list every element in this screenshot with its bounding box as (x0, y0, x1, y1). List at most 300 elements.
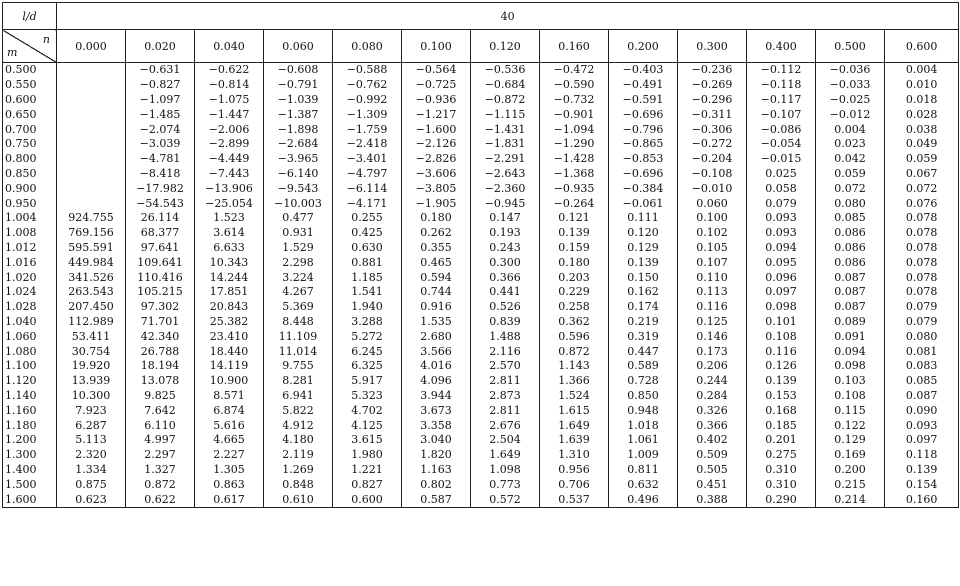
value-cell: 0.078 (885, 285, 959, 300)
value-cell: −0.865 (609, 137, 678, 152)
value-cell: 0.078 (885, 255, 959, 270)
value-cell: 0.447 (609, 344, 678, 359)
value-cell: 5.616 (195, 418, 264, 433)
value-cell: 0.116 (747, 344, 816, 359)
n-header-cell: 0.000 (57, 30, 126, 63)
value-cell: 0.622 (126, 492, 195, 507)
value-cell (57, 152, 126, 167)
value-cell: 0.097 (747, 285, 816, 300)
value-cell: 1.615 (540, 403, 609, 418)
value-cell: 0.129 (609, 241, 678, 256)
value-cell: 0.526 (471, 300, 540, 315)
value-cell: 0.594 (402, 270, 471, 285)
value-cell: 449.984 (57, 255, 126, 270)
table-row (3, 107, 959, 122)
value-cell: 0.153 (747, 389, 816, 404)
value-cell: 0.863 (195, 477, 264, 492)
value-cell: −0.608 (264, 63, 333, 78)
m-value-cell: 0.650 (3, 107, 57, 122)
ld-value: 40 (57, 3, 959, 30)
value-cell: 0.083 (885, 359, 959, 374)
value-cell: −0.791 (264, 78, 333, 93)
table-row (3, 344, 959, 359)
n-header-cell: 0.500 (816, 30, 885, 63)
value-cell: 97.641 (126, 241, 195, 256)
m-value-cell: 1.060 (3, 329, 57, 344)
value-cell: 0.600 (333, 492, 402, 507)
value-cell: −0.732 (540, 93, 609, 108)
table-body (3, 63, 959, 508)
value-cell: −3.401 (333, 152, 402, 167)
value-cell: 0.310 (747, 477, 816, 492)
value-cell: 0.362 (540, 315, 609, 330)
value-cell: 0.146 (678, 329, 747, 344)
value-cell: −1.097 (126, 93, 195, 108)
value-cell: 10.300 (57, 389, 126, 404)
value-cell: 2.811 (471, 403, 540, 418)
value-cell: −0.945 (471, 196, 540, 211)
value-cell: 0.118 (885, 448, 959, 463)
value-cell: 3.614 (195, 226, 264, 241)
value-cell: −0.012 (816, 107, 885, 122)
value-cell: −0.264 (540, 196, 609, 211)
value-cell: −0.696 (609, 167, 678, 182)
value-cell: 0.079 (885, 300, 959, 315)
value-cell: −1.290 (540, 137, 609, 152)
m-value-cell: 1.016 (3, 255, 57, 270)
table-row (3, 300, 959, 315)
value-cell: 0.366 (471, 270, 540, 285)
m-value-cell: 1.140 (3, 389, 57, 404)
value-cell: 2.811 (471, 374, 540, 389)
m-value-cell: 0.800 (3, 152, 57, 167)
value-cell: 3.944 (402, 389, 471, 404)
value-cell: −0.872 (471, 93, 540, 108)
value-cell: 1.649 (471, 448, 540, 463)
value-cell: 71.701 (126, 315, 195, 330)
m-value-cell: 0.750 (3, 137, 57, 152)
value-cell: −0.827 (126, 78, 195, 93)
value-cell: 0.931 (264, 226, 333, 241)
m-value-cell: 1.300 (3, 448, 57, 463)
n-header-cell: 0.080 (333, 30, 402, 63)
m-value-cell: 1.180 (3, 418, 57, 433)
value-cell: 1.649 (540, 418, 609, 433)
m-value-cell: 1.160 (3, 403, 57, 418)
value-cell: 0.087 (816, 285, 885, 300)
value-cell: −0.118 (747, 78, 816, 93)
value-cell: 97.302 (126, 300, 195, 315)
value-cell: −9.543 (264, 181, 333, 196)
value-cell: 0.098 (747, 300, 816, 315)
value-cell: 0.086 (816, 241, 885, 256)
value-cell: 0.496 (609, 492, 678, 507)
value-cell: −0.107 (747, 107, 816, 122)
m-value-cell: 1.080 (3, 344, 57, 359)
value-cell: 1.940 (333, 300, 402, 315)
value-cell: −4.797 (333, 167, 402, 182)
value-cell: 0.154 (885, 477, 959, 492)
value-cell: −2.006 (195, 122, 264, 137)
value-cell: 0.126 (747, 359, 816, 374)
value-cell: −0.015 (747, 152, 816, 167)
value-cell: −1.759 (333, 122, 402, 137)
value-cell: 0.425 (333, 226, 402, 241)
value-cell: −1.075 (195, 93, 264, 108)
value-cell: −0.935 (540, 181, 609, 196)
value-cell: 0.102 (678, 226, 747, 241)
value-cell: 4.096 (402, 374, 471, 389)
value-cell: 0.122 (816, 418, 885, 433)
value-cell: −10.003 (264, 196, 333, 211)
value-cell: 0.219 (609, 315, 678, 330)
value-cell (57, 181, 126, 196)
value-cell: 0.049 (885, 137, 959, 152)
value-cell: 11.014 (264, 344, 333, 359)
m-value-cell: 1.024 (3, 285, 57, 300)
value-cell: −0.631 (126, 63, 195, 78)
value-cell: 0.255 (333, 211, 402, 226)
value-cell: 105.215 (126, 285, 195, 300)
value-cell: 0.093 (747, 211, 816, 226)
value-cell: −1.115 (471, 107, 540, 122)
value-cell: 5.272 (333, 329, 402, 344)
value-cell: 1.327 (126, 463, 195, 478)
value-cell: 2.116 (471, 344, 540, 359)
value-cell: 0.744 (402, 285, 471, 300)
value-cell: 0.076 (885, 196, 959, 211)
value-cell: 1.143 (540, 359, 609, 374)
value-cell: 595.591 (57, 241, 126, 256)
value-cell: −0.491 (609, 78, 678, 93)
value-cell: 0.290 (747, 492, 816, 507)
value-cell: 1.488 (471, 329, 540, 344)
value-cell: 0.078 (885, 211, 959, 226)
value-cell: 0.139 (747, 374, 816, 389)
value-cell: 5.917 (333, 374, 402, 389)
value-cell: 0.185 (747, 418, 816, 433)
value-cell: 14.244 (195, 270, 264, 285)
value-cell: −0.296 (678, 93, 747, 108)
value-cell: 0.162 (609, 285, 678, 300)
value-cell: 0.300 (471, 255, 540, 270)
value-cell: −8.418 (126, 167, 195, 182)
value-cell: 0.067 (885, 167, 959, 182)
value-cell: 0.078 (885, 226, 959, 241)
value-cell: 8.448 (264, 315, 333, 330)
value-cell: 207.450 (57, 300, 126, 315)
value-cell: 30.754 (57, 344, 126, 359)
value-cell: 0.326 (678, 403, 747, 418)
value-cell: 263.543 (57, 285, 126, 300)
value-cell: −0.901 (540, 107, 609, 122)
value-cell: −0.796 (609, 122, 678, 137)
value-cell: 5.369 (264, 300, 333, 315)
table-row (3, 448, 959, 463)
m-value-cell: 0.950 (3, 196, 57, 211)
value-cell: 4.997 (126, 433, 195, 448)
value-cell: 0.087 (816, 270, 885, 285)
value-cell: 2.297 (126, 448, 195, 463)
value-cell: 3.358 (402, 418, 471, 433)
table-row (3, 403, 959, 418)
value-cell: 1.980 (333, 448, 402, 463)
value-cell: 4.702 (333, 403, 402, 418)
value-cell: −2.291 (471, 152, 540, 167)
value-cell: 0.105 (678, 241, 747, 256)
value-cell: 0.160 (885, 492, 959, 507)
n-header-cell: 0.040 (195, 30, 264, 63)
value-cell: −2.126 (402, 137, 471, 152)
value-cell: 0.108 (816, 389, 885, 404)
value-cell: 3.040 (402, 433, 471, 448)
n-header-cell: 0.020 (126, 30, 195, 63)
value-cell: −1.094 (540, 122, 609, 137)
value-cell: −0.588 (333, 63, 402, 78)
value-cell: 4.180 (264, 433, 333, 448)
value-cell: 0.023 (816, 137, 885, 152)
value-cell: 4.125 (333, 418, 402, 433)
value-cell: 0.173 (678, 344, 747, 359)
m-value-cell: 1.120 (3, 374, 57, 389)
value-cell (57, 63, 126, 78)
value-cell: −1.368 (540, 167, 609, 182)
table-row (3, 315, 959, 330)
value-cell: 0.948 (609, 403, 678, 418)
value-cell: 0.850 (609, 389, 678, 404)
value-cell: −17.982 (126, 181, 195, 196)
value-cell: 0.079 (885, 315, 959, 330)
m-label: m (7, 46, 18, 59)
value-cell: 0.089 (816, 315, 885, 330)
value-cell: 11.109 (264, 329, 333, 344)
value-cell: 1.523 (195, 211, 264, 226)
value-cell: 3.566 (402, 344, 471, 359)
value-cell: 0.150 (609, 270, 678, 285)
value-cell: 2.680 (402, 329, 471, 344)
value-cell: −6.140 (264, 167, 333, 182)
value-cell: 5.323 (333, 389, 402, 404)
value-cell: 6.941 (264, 389, 333, 404)
value-cell: −1.309 (333, 107, 402, 122)
value-cell: 0.402 (678, 433, 747, 448)
value-cell: 1.366 (540, 374, 609, 389)
value-cell (57, 196, 126, 211)
value-cell: 0.465 (402, 255, 471, 270)
value-cell: 0.018 (885, 93, 959, 108)
value-cell: 0.310 (747, 463, 816, 478)
value-cell: 19.920 (57, 359, 126, 374)
value-cell: −4.449 (195, 152, 264, 167)
value-cell: 4.016 (402, 359, 471, 374)
value-cell: 1.639 (540, 433, 609, 448)
n-header-cell: 0.120 (471, 30, 540, 63)
value-cell: −3.606 (402, 167, 471, 182)
value-cell: 2.320 (57, 448, 126, 463)
value-cell: −1.905 (402, 196, 471, 211)
value-cell: 110.416 (126, 270, 195, 285)
value-cell: 0.086 (816, 255, 885, 270)
value-cell: 0.193 (471, 226, 540, 241)
value-cell: 0.093 (747, 226, 816, 241)
value-cell: 0.042 (816, 152, 885, 167)
value-cell: 0.916 (402, 300, 471, 315)
value-cell: 1.061 (609, 433, 678, 448)
value-cell: 8.571 (195, 389, 264, 404)
value-cell: 0.587 (402, 492, 471, 507)
value-cell: −0.403 (609, 63, 678, 78)
value-cell: 0.097 (885, 433, 959, 448)
table-row (3, 418, 959, 433)
value-cell: 4.267 (264, 285, 333, 300)
table-row (3, 137, 959, 152)
value-cell: 0.848 (264, 477, 333, 492)
value-cell: 0.096 (747, 270, 816, 285)
table-row (3, 270, 959, 285)
m-value-cell: 1.012 (3, 241, 57, 256)
value-cell: 9.825 (126, 389, 195, 404)
value-cell: 18.194 (126, 359, 195, 374)
value-cell: 0.101 (747, 315, 816, 330)
value-cell: −0.622 (195, 63, 264, 78)
value-cell: 0.596 (540, 329, 609, 344)
value-cell: 1.269 (264, 463, 333, 478)
value-cell: −1.387 (264, 107, 333, 122)
m-value-cell: 0.500 (3, 63, 57, 78)
value-cell: 0.206 (678, 359, 747, 374)
value-cell (57, 167, 126, 182)
value-cell: 0.059 (816, 167, 885, 182)
value-cell: 0.451 (678, 477, 747, 492)
table-row (3, 389, 959, 404)
corner-cell (3, 30, 57, 63)
value-cell: 0.180 (402, 211, 471, 226)
m-value-cell: 1.008 (3, 226, 57, 241)
value-cell: 18.440 (195, 344, 264, 359)
value-cell: −1.447 (195, 107, 264, 122)
value-cell: 1.820 (402, 448, 471, 463)
value-cell: 109.641 (126, 255, 195, 270)
value-cell: 26.114 (126, 211, 195, 226)
value-cell: 1.018 (609, 418, 678, 433)
value-cell: 0.116 (678, 300, 747, 315)
value-cell: 0.108 (747, 329, 816, 344)
value-cell: 112.989 (57, 315, 126, 330)
value-cell: −0.762 (333, 78, 402, 93)
value-cell: 0.537 (540, 492, 609, 507)
value-cell: 1.009 (609, 448, 678, 463)
value-cell: 0.200 (816, 463, 885, 478)
value-cell: 0.623 (57, 492, 126, 507)
value-cell: 6.874 (195, 403, 264, 418)
value-cell: 2.227 (195, 448, 264, 463)
value-cell: 10.900 (195, 374, 264, 389)
m-value-cell: 1.100 (3, 359, 57, 374)
value-cell: 0.881 (333, 255, 402, 270)
value-cell: 0.169 (816, 448, 885, 463)
value-cell: −0.054 (747, 137, 816, 152)
value-cell: 3.224 (264, 270, 333, 285)
value-cell: −0.384 (609, 181, 678, 196)
value-cell: 0.038 (885, 122, 959, 137)
value-cell: 0.630 (333, 241, 402, 256)
value-cell: 4.912 (264, 418, 333, 433)
value-cell: 26.788 (126, 344, 195, 359)
value-cell: 0.059 (885, 152, 959, 167)
value-cell: 14.119 (195, 359, 264, 374)
table-row (3, 477, 959, 492)
value-cell: 0.125 (678, 315, 747, 330)
value-cell: −0.696 (609, 107, 678, 122)
value-cell: 53.411 (57, 329, 126, 344)
value-cell: 0.079 (747, 196, 816, 211)
value-cell: 9.755 (264, 359, 333, 374)
value-cell: 0.632 (609, 477, 678, 492)
value-cell: 25.382 (195, 315, 264, 330)
value-cell: 769.156 (57, 226, 126, 241)
n-header-cell: 0.200 (609, 30, 678, 63)
value-cell: 0.087 (816, 300, 885, 315)
m-value-cell: 1.600 (3, 492, 57, 507)
value-cell: 2.298 (264, 255, 333, 270)
value-cell: 0.203 (540, 270, 609, 285)
m-value-cell: 0.600 (3, 93, 57, 108)
value-cell: 1.185 (333, 270, 402, 285)
value-cell: 0.610 (264, 492, 333, 507)
coefficient-table (2, 2, 959, 508)
value-cell: 0.262 (402, 226, 471, 241)
m-value-cell: 0.550 (3, 78, 57, 93)
value-cell: 0.174 (609, 300, 678, 315)
n-header-cell: 0.060 (264, 30, 333, 63)
m-value-cell: 1.020 (3, 270, 57, 285)
value-cell: −0.472 (540, 63, 609, 78)
value-cell: 1.098 (471, 463, 540, 478)
value-cell: 6.287 (57, 418, 126, 433)
value-cell: 0.139 (540, 226, 609, 241)
value-cell: 0.872 (126, 477, 195, 492)
value-cell: 1.334 (57, 463, 126, 478)
value-cell: 2.119 (264, 448, 333, 463)
value-cell: −1.485 (126, 107, 195, 122)
value-cell: 0.168 (747, 403, 816, 418)
value-cell: 0.095 (747, 255, 816, 270)
value-cell: 0.080 (816, 196, 885, 211)
value-cell: 0.275 (747, 448, 816, 463)
value-cell: 0.111 (609, 211, 678, 226)
value-cell: −0.269 (678, 78, 747, 93)
value-cell: −2.826 (402, 152, 471, 167)
value-cell: −1.039 (264, 93, 333, 108)
value-cell: −13.906 (195, 181, 264, 196)
value-cell: −3.965 (264, 152, 333, 167)
value-cell: −1.831 (471, 137, 540, 152)
value-cell: 0.872 (540, 344, 609, 359)
value-cell: 0.355 (402, 241, 471, 256)
value-cell: 2.676 (471, 418, 540, 433)
value-cell: 5.113 (57, 433, 126, 448)
value-cell: 3.673 (402, 403, 471, 418)
table-row (3, 226, 959, 241)
value-cell: −0.033 (816, 78, 885, 93)
value-cell (57, 93, 126, 108)
value-cell: 0.028 (885, 107, 959, 122)
m-value-cell: 1.028 (3, 300, 57, 315)
table-row (3, 359, 959, 374)
table-row (3, 433, 959, 448)
value-cell: 0.060 (678, 196, 747, 211)
value-cell: 0.100 (678, 211, 747, 226)
